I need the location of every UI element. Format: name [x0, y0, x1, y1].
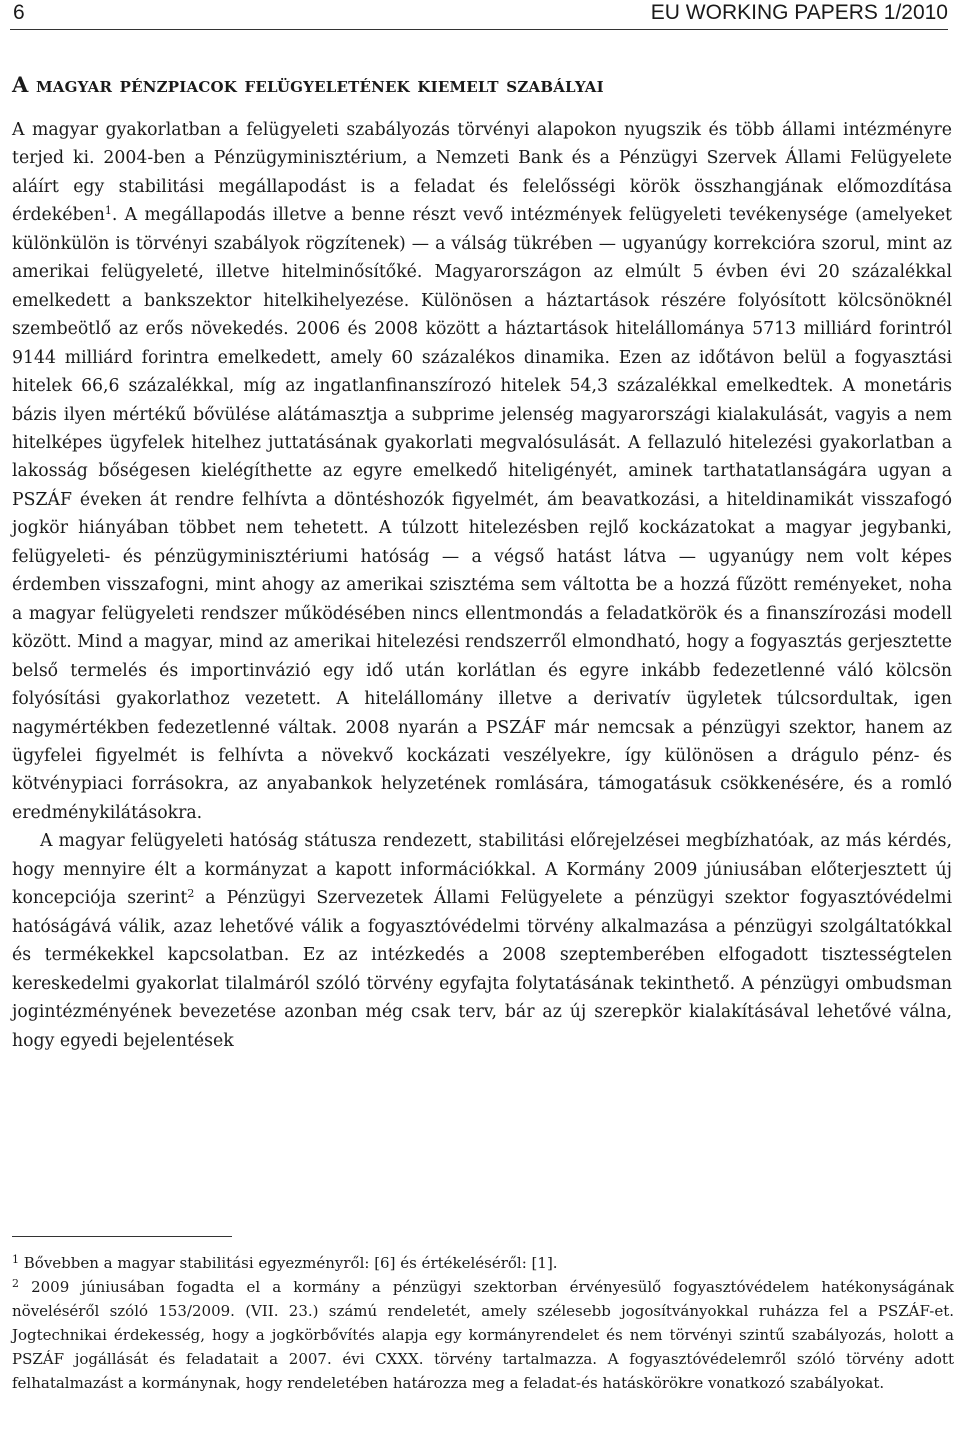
paragraph-2-text-b: a Pénzügyi Szervezetek Állami Felügyelete a pénzügyi szektor fogyasztóvédelmi hatóságává válik, azaz lehetővé válik a fogyasztóvédelmi törvény alkalmazása a pénzügyi szolgáltatókkal és termékekkel kapcsolatban. Ez az intézkedés a 2008 szeptemberében elfogadott tisztességtelen kereskedelmi gyakorlat tilalmáról szóló törvény egyfajta folytatásának tekinthető. A pénzügyi ombudsman jogintézményének bevezetése azonban még csak terv, bár az új szerepkör kialakításával lehetővé válna, hogy egyedi bejelentések — [12, 888, 952, 1051]
section-title: A magyar pénzpiacok felügyeletének kiemelt szabályai — [12, 72, 604, 97]
footnote-2 — [12, 1275, 954, 1395]
footnote-rule — [12, 1236, 232, 1237]
footnote-ref-1: 1 — [104, 204, 112, 218]
paragraph-1-text-b: . A megállapodás illetve a benne részt vevő intézmények felügyeleti tevékenysége (amelyeket különkülön is törvényi szabályok rögzítenek) — a válság tükrében — ugyanúgy korrekcióra szorul, mint az amerikai felügyeleté, illetve hitelminősítőké. Magyarországon az elmúlt 5 évben évi 20 százalékkal emelkedett a bankszektor hitelkihelyezése. Különösen a háztartások részére folyósított kölcsönöknél szembeötlő az erős növekedés. 2006 és 2008 között a háztartások hitelállománya 5713 milliárd forintról 9144 milliárd forintra emelkedett, amely 60 százalékos dinamika. Ezen az időtávon belül a fogyasztási hitelek 66,6 százalékkal, míg az ingatlanfinanszírozó hitelek 54,3 százalékkal emelkedtek. A monetáris bázis ilyen mértékű bővülése alátámasztja a subprime jelenség magyarországi kialakulását, vagyis a nem hitelképes ügyfelek hitelhez juttatásának gyakorlati megvalósulását. A fellazuló hitelezési gyakorlatban a lakosság bőségesen kielégíthette az egyre emelkedő hiteligényét, aminek tarthatatlanságára ugyan a PSZÁF éveken át rendre felhívta a döntéshozók figyelmét, ám beavatkozási, a hiteldinamikát visszafogó jogkör hiányában többet nem tehetett. A túlzott hitelezésben rejlő kockázatokat a magyar jegybanki, felügyeleti- és pénzügyminisztériumi hatóság — a végső hatást látva — ugyanúgy nem volt képes érdemben visszafogni, mint ahogy az amerikai szisztéma sem váltotta be a hozzá fűzött reményeket, noha a magyar felügyeleti rendszer működésében nincs ellentmondás a feladatkörök és a finanszírozási modell között. Mind a magyar, mind az amerikai hitelezési rendszerről elmondható, hogy a fogyasztás gerjesztette belső termelés és importinvázió egy idő után korlátlan és egyre inkább fedezetlenné váló kölcsön folyósítási gyakorlathoz vezetett. A hitelállomány illetve a derivatív ügyletek túlcsordultak, igen nagymértékben fedezetlenné váltak. 2008 nyarán a PSZÁF már nemcsak a pénzügyi szektor, hanem az ügyfelei figyelmét is felhívta a növekvő kockázati veszélyekre, így különösen a drágulo pénz- és kötvénypiaci forrásokra, az anyabankok helyzetének romlására, támogatásuk csökkenésére, és a romló eredménykilátásokra. — [12, 205, 952, 823]
page-header — [0, 0, 960, 30]
running-title: EU WORKING PAPERS 1/2010 — [650, 1, 948, 24]
footnote-2-mark: 2 — [12, 1277, 19, 1291]
footnote-1-text: Bővebben a magyar stabilitási egyezményről: [6] és értékeléséről: [1]. — [19, 1254, 558, 1272]
footnote-1-mark: 1 — [12, 1253, 19, 1266]
paragraph-2-text-a: A magyar felügyeleti hatóság státusza rendezett, stabilitási előrejelzései megbízhatóak, az más kérdés, hogy mennyire élt a kormányzat a kapott információkkal. A Kormány 2009 júniusában előterjesztett új koncepciója szerint — [12, 831, 952, 909]
paragraph-1-text-a: A magyar gyakorlatban a felügyeleti szabályozás törvényi alapokon nyugszik és több állami intézményre terjed ki. 2004-ben a Pénzügyminisztérium, a Nemzeti Bank és a Pénzügyi Szervek Állami Felügyelete aláírt egy stabilitási megállapodást is a feladat és felelősségi körök összhangjának előmozdítása érdekében — [12, 120, 952, 226]
paragraph-1 — [12, 116, 952, 827]
footnote-1 — [12, 1251, 954, 1275]
footnote-ref-2: 2 — [187, 887, 195, 901]
body-text — [12, 116, 952, 1055]
paragraph-2 — [12, 827, 952, 1055]
footnotes — [12, 1251, 954, 1396]
header-rule — [10, 29, 948, 30]
page-number: 6 — [13, 1, 25, 24]
footnote-2-text: 2009 júniusában fogadta el a kormány a pénzügyi szektorban érvényesülő fogyasztóvédelem hatékonyságának növeléséről szóló 153/2009. (VII. 23.) számú rendeletét, amely szélesebb jogosítványokkal ruházza fel a PSZÁF-et. Jogtechnikai érdekesség, hogy a jogkörbővítés alapja egy kormányrendelet és nem törvényi szintű szabályozás, holott a PSZÁF jogállását és feladatait a 2007. évi CXXX. törvény tartalmazza. A fogyasztóvédelemről szóló törvény adott felhatalmazást a kormánynak, hogy rendeletében határozza meg a feladat-és hatáskörökre vonatkozó szabályokat. — [12, 1278, 954, 1393]
